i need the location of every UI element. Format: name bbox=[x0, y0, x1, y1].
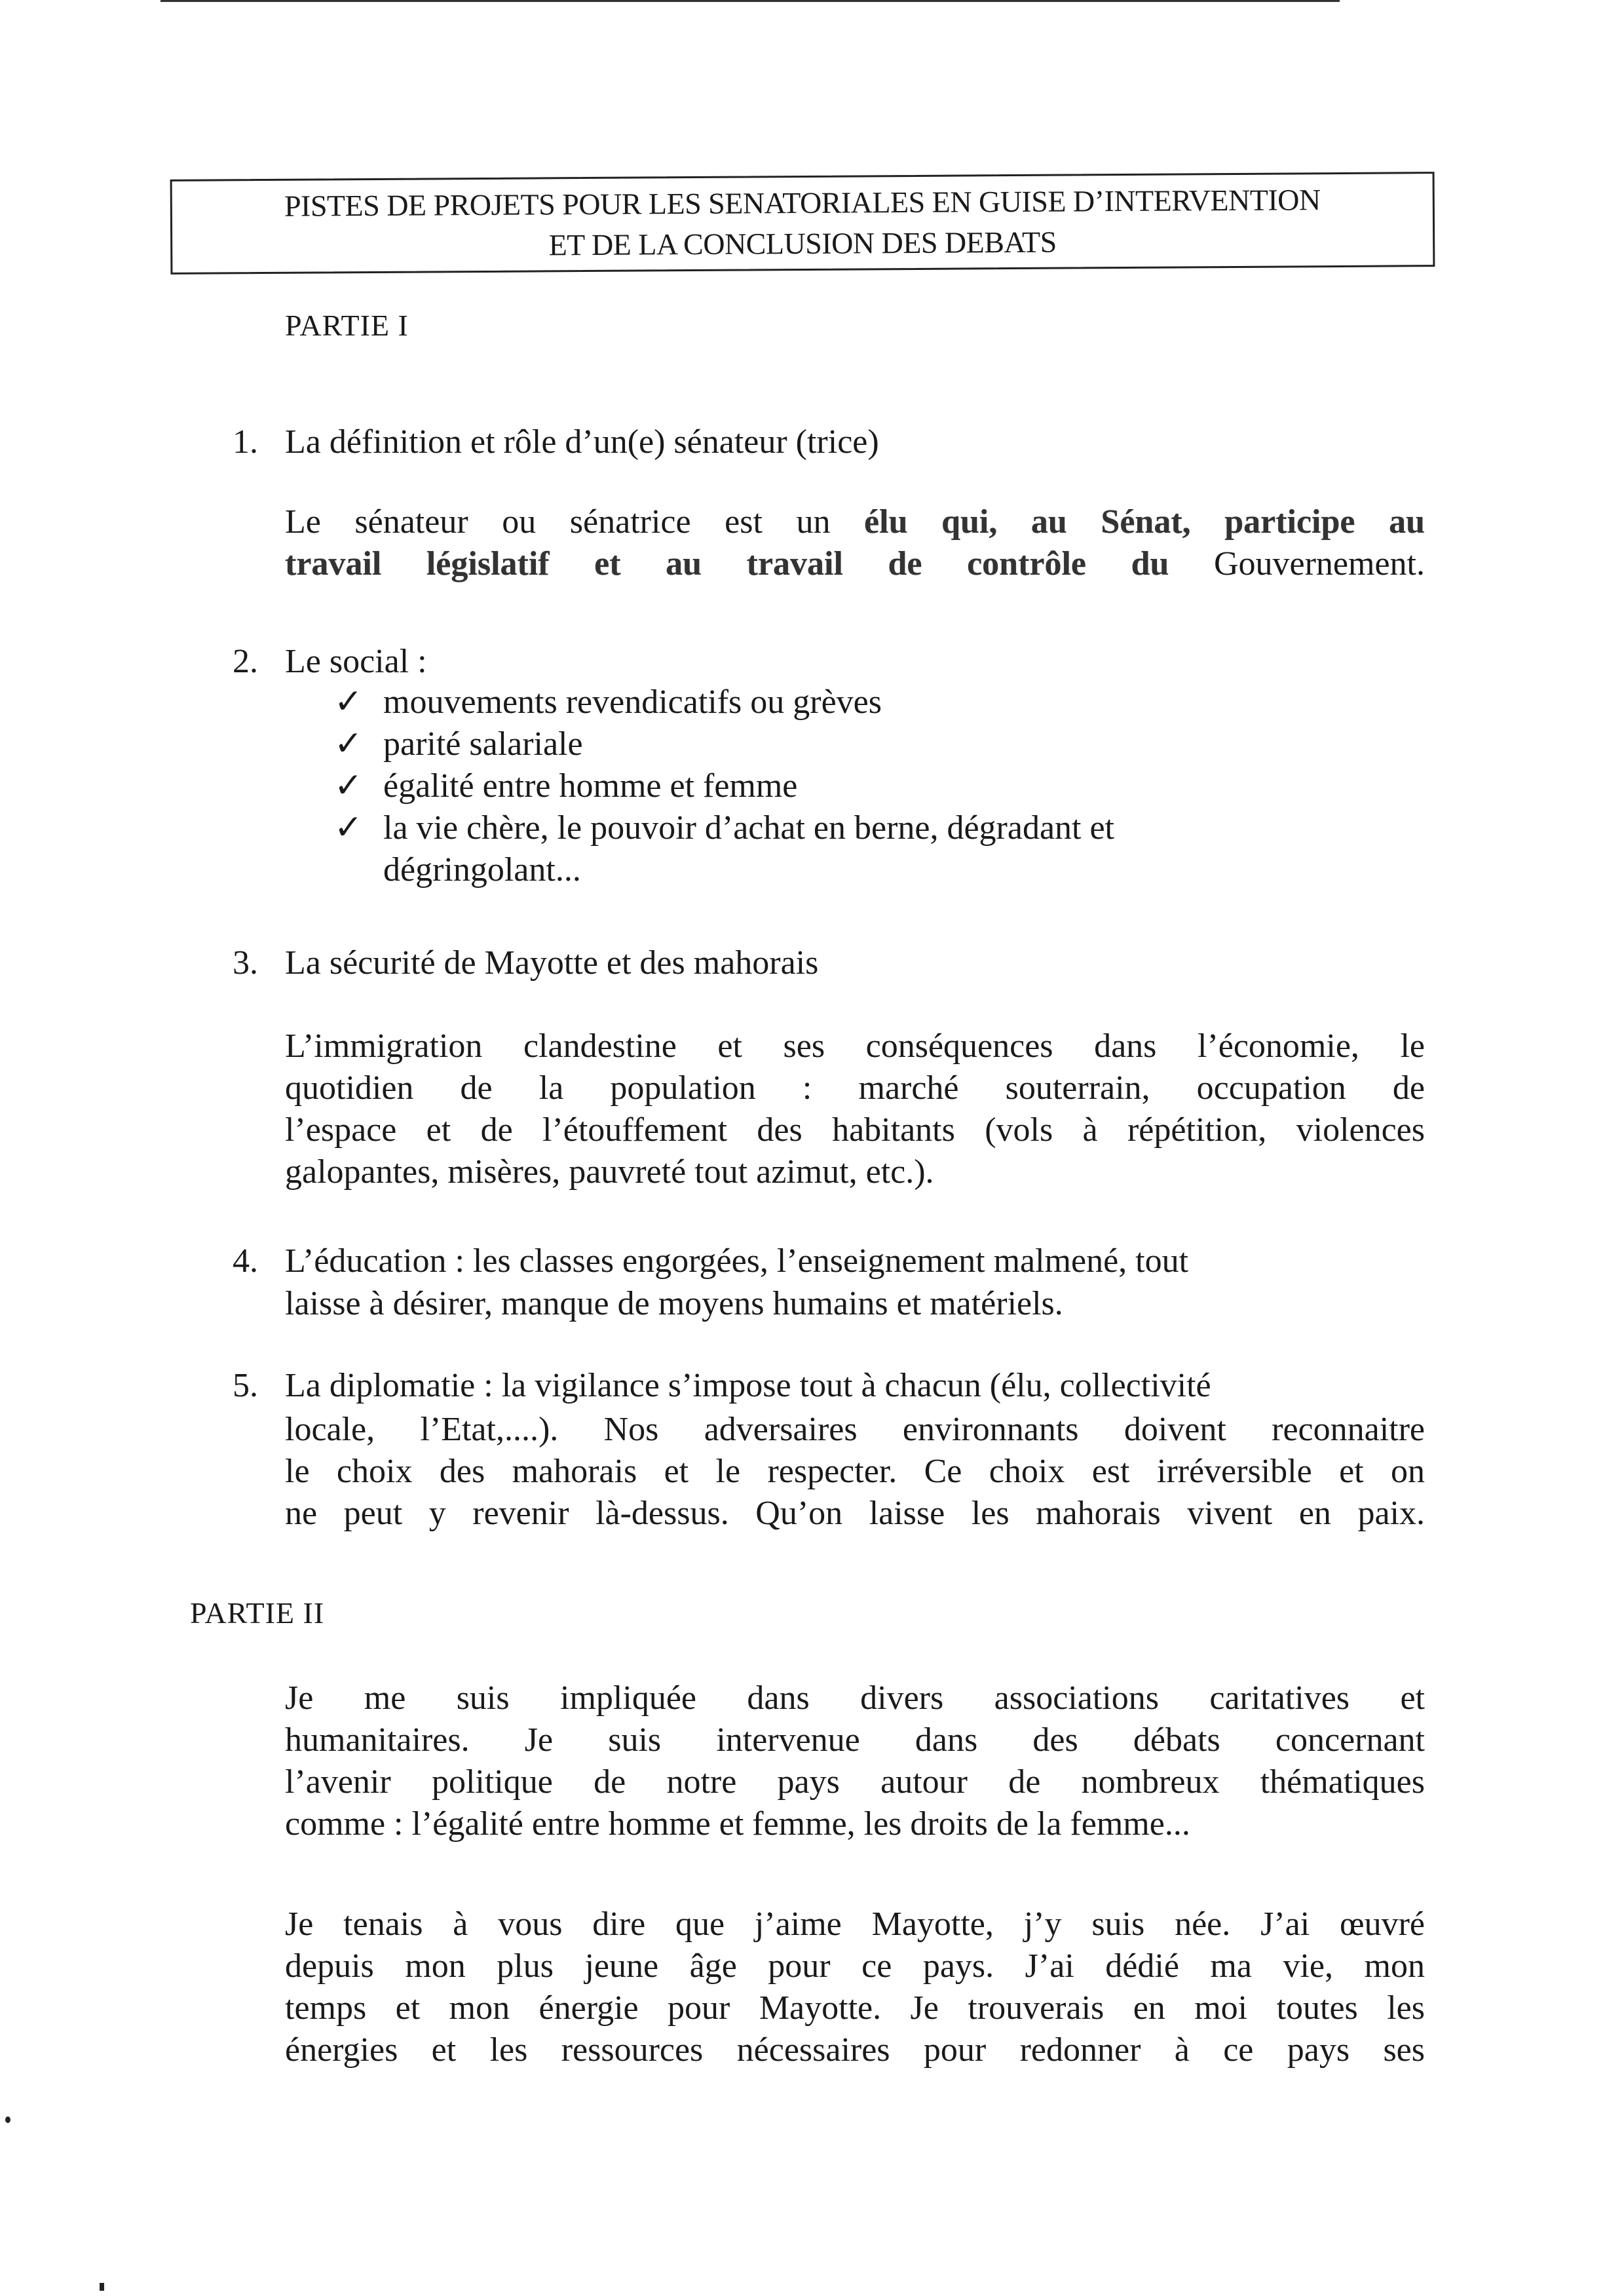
section-title: La définition et rôle d’un(e) sénateur (trice) bbox=[285, 423, 879, 461]
part-2-paragraph-1 bbox=[285, 1677, 1425, 1845]
checklist-text: mouvements revendicatifs ou grèves bbox=[383, 683, 882, 721]
body-line: énergies et les ressources nécessaires pour redonner à ce pays ses bbox=[285, 2031, 1425, 2069]
checklist-text: la vie chère, le pouvoir d’achat en berne, dégradant et bbox=[383, 809, 1114, 847]
plain-text: Le sénateur ou sénatrice est un bbox=[285, 503, 865, 541]
section-5-heading bbox=[233, 1366, 1211, 1405]
document-title-line-1: PISTES DE PROJETS POUR LES SENATORIALES EN GUISE D’INTERVENTION bbox=[284, 183, 1321, 223]
section-2-heading bbox=[233, 642, 427, 681]
section-1-body bbox=[285, 501, 1425, 585]
body-line: L’immigration clandestine et ses conséquences dans l’économie, le bbox=[285, 1027, 1425, 1065]
document-title-box bbox=[170, 172, 1435, 275]
body-line: locale, l’Etat,....). Nos adversaires environnants doivent reconnaitre bbox=[285, 1411, 1425, 1448]
highlighted-text: travail législatif et au travail de contrôle du bbox=[285, 545, 1169, 583]
section-number: 3. bbox=[233, 944, 258, 982]
checkmark-icon: ✓ bbox=[334, 725, 363, 763]
checklist-item bbox=[334, 807, 1114, 891]
section-title: Le social : bbox=[285, 643, 427, 680]
scan-artifact bbox=[100, 2283, 104, 2291]
checkmark-icon: ✓ bbox=[334, 809, 363, 847]
section-5-body bbox=[285, 1409, 1425, 1535]
highlighted-text: élu qui, au Sénat, participe au bbox=[864, 503, 1425, 541]
part-2-heading: PARTIE II bbox=[190, 1596, 325, 1630]
body-line: galopantes, misères, pauvreté tout azimut, etc.). bbox=[285, 1153, 934, 1191]
section-3-heading bbox=[233, 944, 818, 982]
plain-text: Gouvernement. bbox=[1169, 545, 1425, 583]
body-line: laisse à désirer, manque de moyens humains et matériels. bbox=[285, 1285, 1063, 1322]
section-title: L’éducation : les classes engorgées, l’enseignement malmené, tout bbox=[285, 1242, 1189, 1280]
checklist-continuation: dégringolant... bbox=[383, 851, 581, 889]
part-2-paragraph-2 bbox=[285, 1904, 1425, 2071]
social-checklist bbox=[334, 681, 1114, 891]
section-number: 5. bbox=[233, 1367, 258, 1404]
scan-artifact bbox=[5, 2116, 10, 2123]
part-1-heading: PARTIE I bbox=[285, 309, 409, 342]
section-title: La sécurité de Mayotte et des mahorais bbox=[285, 944, 819, 982]
section-3-body bbox=[285, 1025, 1425, 1193]
document-title-line-2: ET DE LA CONCLUSION DES DEBATS bbox=[548, 225, 1057, 262]
body-line: Je me suis impliquée dans divers associations caritatives et bbox=[285, 1679, 1425, 1717]
body-line: ne peut y revenir là-dessus. Qu’on laisse les mahorais vivent en paix. bbox=[285, 1495, 1425, 1532]
body-line: quotidien de la population : marché souterrain, occupation de bbox=[285, 1069, 1425, 1107]
section-4-heading bbox=[233, 1242, 1188, 1280]
section-number: 2. bbox=[233, 643, 258, 680]
checklist-text: égalité entre homme et femme bbox=[383, 767, 798, 805]
checkmark-icon: ✓ bbox=[334, 767, 363, 805]
section-number: 1. bbox=[233, 423, 258, 461]
body-line: humanitaires. Je suis intervenue dans des débats concernant bbox=[285, 1721, 1425, 1759]
scan-edge-line bbox=[161, 0, 1340, 2]
body-line: l’avenir politique de notre pays autour de nombreux thématiques bbox=[285, 1763, 1425, 1801]
body-line: Je tenais à vous dire que j’aime Mayotte, j’y suis née. J’ai œuvré bbox=[285, 1905, 1425, 1943]
section-title: La diplomatie : la vigilance s’impose tout à chacun (élu, collectivité bbox=[285, 1367, 1211, 1404]
checklist-item bbox=[334, 681, 1114, 723]
body-line bbox=[285, 543, 1425, 585]
checkmark-icon: ✓ bbox=[334, 683, 363, 721]
body-line: depuis mon plus jeune âge pour ce pays. J’ai dédié ma vie, mon bbox=[285, 1947, 1425, 1985]
checklist-item bbox=[334, 723, 1114, 765]
section-number: 4. bbox=[233, 1242, 258, 1280]
body-line: le choix des mahorais et le respecter. Ce choix est irréversible et on bbox=[285, 1453, 1425, 1490]
checklist-text: parité salariale bbox=[383, 725, 583, 763]
section-4-body bbox=[285, 1283, 1425, 1325]
body-line bbox=[285, 501, 1425, 543]
body-line: temps et mon énergie pour Mayotte. Je trouverais en moi toutes les bbox=[285, 1989, 1425, 2027]
body-line: l’espace et de l’étouffement des habitants (vols à répétition, violences bbox=[285, 1111, 1425, 1149]
body-line: comme : l’égalité entre homme et femme, les droits de la femme... bbox=[285, 1805, 1190, 1843]
section-1-heading bbox=[233, 423, 879, 461]
checklist-item bbox=[334, 765, 1114, 807]
